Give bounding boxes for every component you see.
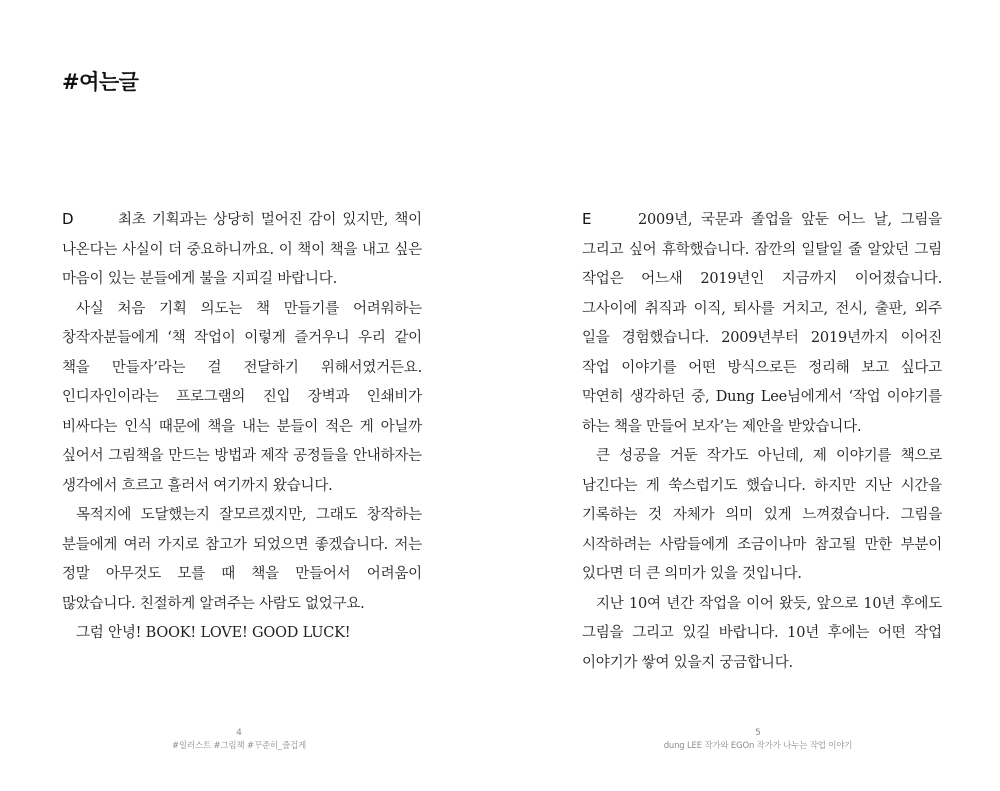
right-paragraph-3: 지난 10여 년간 작업을 이어 왔듯, 앞으로 10년 후에도 그림을 그리고 있길 바랍니다. 10년 후에는 어떤 작업 이야기가 쌓여 있을지 궁금합니다. bbox=[582, 595, 942, 671]
left-page-number: 4 bbox=[236, 728, 242, 738]
right-page-body bbox=[582, 205, 942, 678]
right-initial: E bbox=[582, 210, 592, 228]
left-paragraph-4: 그럼 안녕! BOOK! LOVE! GOOD LUCK! bbox=[76, 625, 351, 641]
right-paragraph-1-text: 2009년, 국문과 졸업을 앞둔 어느 날, 그림을 그리고 싶어 휴학했습니다. 잠깐의 일탈일 줄 알았던 그림 작업은 어느새 2019년인 지금까지 이어졌습니다. 그사이에 취직과 이직, 퇴사를 거치고, 전시, 출판, 외주 일을 경험했습니다. 2009년부터 2019년까지 이어진 작업 이야기를 어떤 방식으로든 정리해 보고 싶다고 막연히 생각하던 중, Dung Lee님에게서 ‘작업 이야기를 하는 책을 만들어 보자’는 제안을 받았습니다. bbox=[582, 212, 942, 435]
left-page-body bbox=[62, 205, 422, 649]
left-paragraph-2: 사실 처음 기획 의도는 책 만들기를 어려워하는 창작자분들에게 ‘책 작업이 이렇게 즐거우니 우리 같이 책을 만들자’라는 걸 전달하기 위해서였거든요. 인디자인이라는 프로그램의 진입 장벽과 인쇄비가 비싸다는 인식 때문에 책을 내는 분들이 적은 게 아닐까 싶어서 그림책을 만드는 방법과 제작 공정들을 안내하자는 생각에서 흐르고 흘러서 여기까지 왔습니다. bbox=[62, 300, 422, 494]
right-page-number: 5 bbox=[755, 728, 761, 738]
right-page-footer bbox=[628, 727, 888, 753]
left-paragraph-3: 목적지에 도달했는지 잘모르겠지만, 그래도 창작하는 분들에게 여러 가지로 참고가 되었으면 좋겠습니다. 저는 정말 아무것도 모를 때 책을 만들어서 어려움이 많았습니다. 친절하게 알려주는 사람도 없었구요. bbox=[62, 507, 422, 612]
left-paragraph-1 bbox=[62, 205, 422, 295]
left-footer-text: #일러스트 #그림책 #꾸준히_즐겁게 bbox=[172, 741, 306, 751]
section-title: #여는글 bbox=[62, 70, 139, 94]
left-initial: D bbox=[62, 210, 74, 228]
right-paragraph-2: 큰 성공을 거둔 작가도 아닌데, 제 이야기를 책으로 남긴다는 게 쑥스럽기도 했습니다. 하지만 지난 시간을 기록하는 것 자체가 의미 있게 느껴졌습니다. 그림을 시작하려는 사람들에게 조금이나마 참고될 만한 부분이 있다면 더 큰 의미가 있을 것입니다. bbox=[582, 448, 942, 582]
right-paragraph-1 bbox=[582, 205, 942, 442]
left-page-footer bbox=[109, 727, 369, 753]
left-paragraph-1-text: 최초 기획과는 상당히 멀어진 감이 있지만, 책이 나온다는 사실이 더 중요하니까요. 이 책이 책을 내고 싶은 마음이 있는 분들에게 불을 지피길 바랍니다. bbox=[62, 212, 422, 287]
right-footer-text: dung LEE 작가와 EGOn 작가가 나누는 작업 이야기 bbox=[663, 741, 853, 751]
